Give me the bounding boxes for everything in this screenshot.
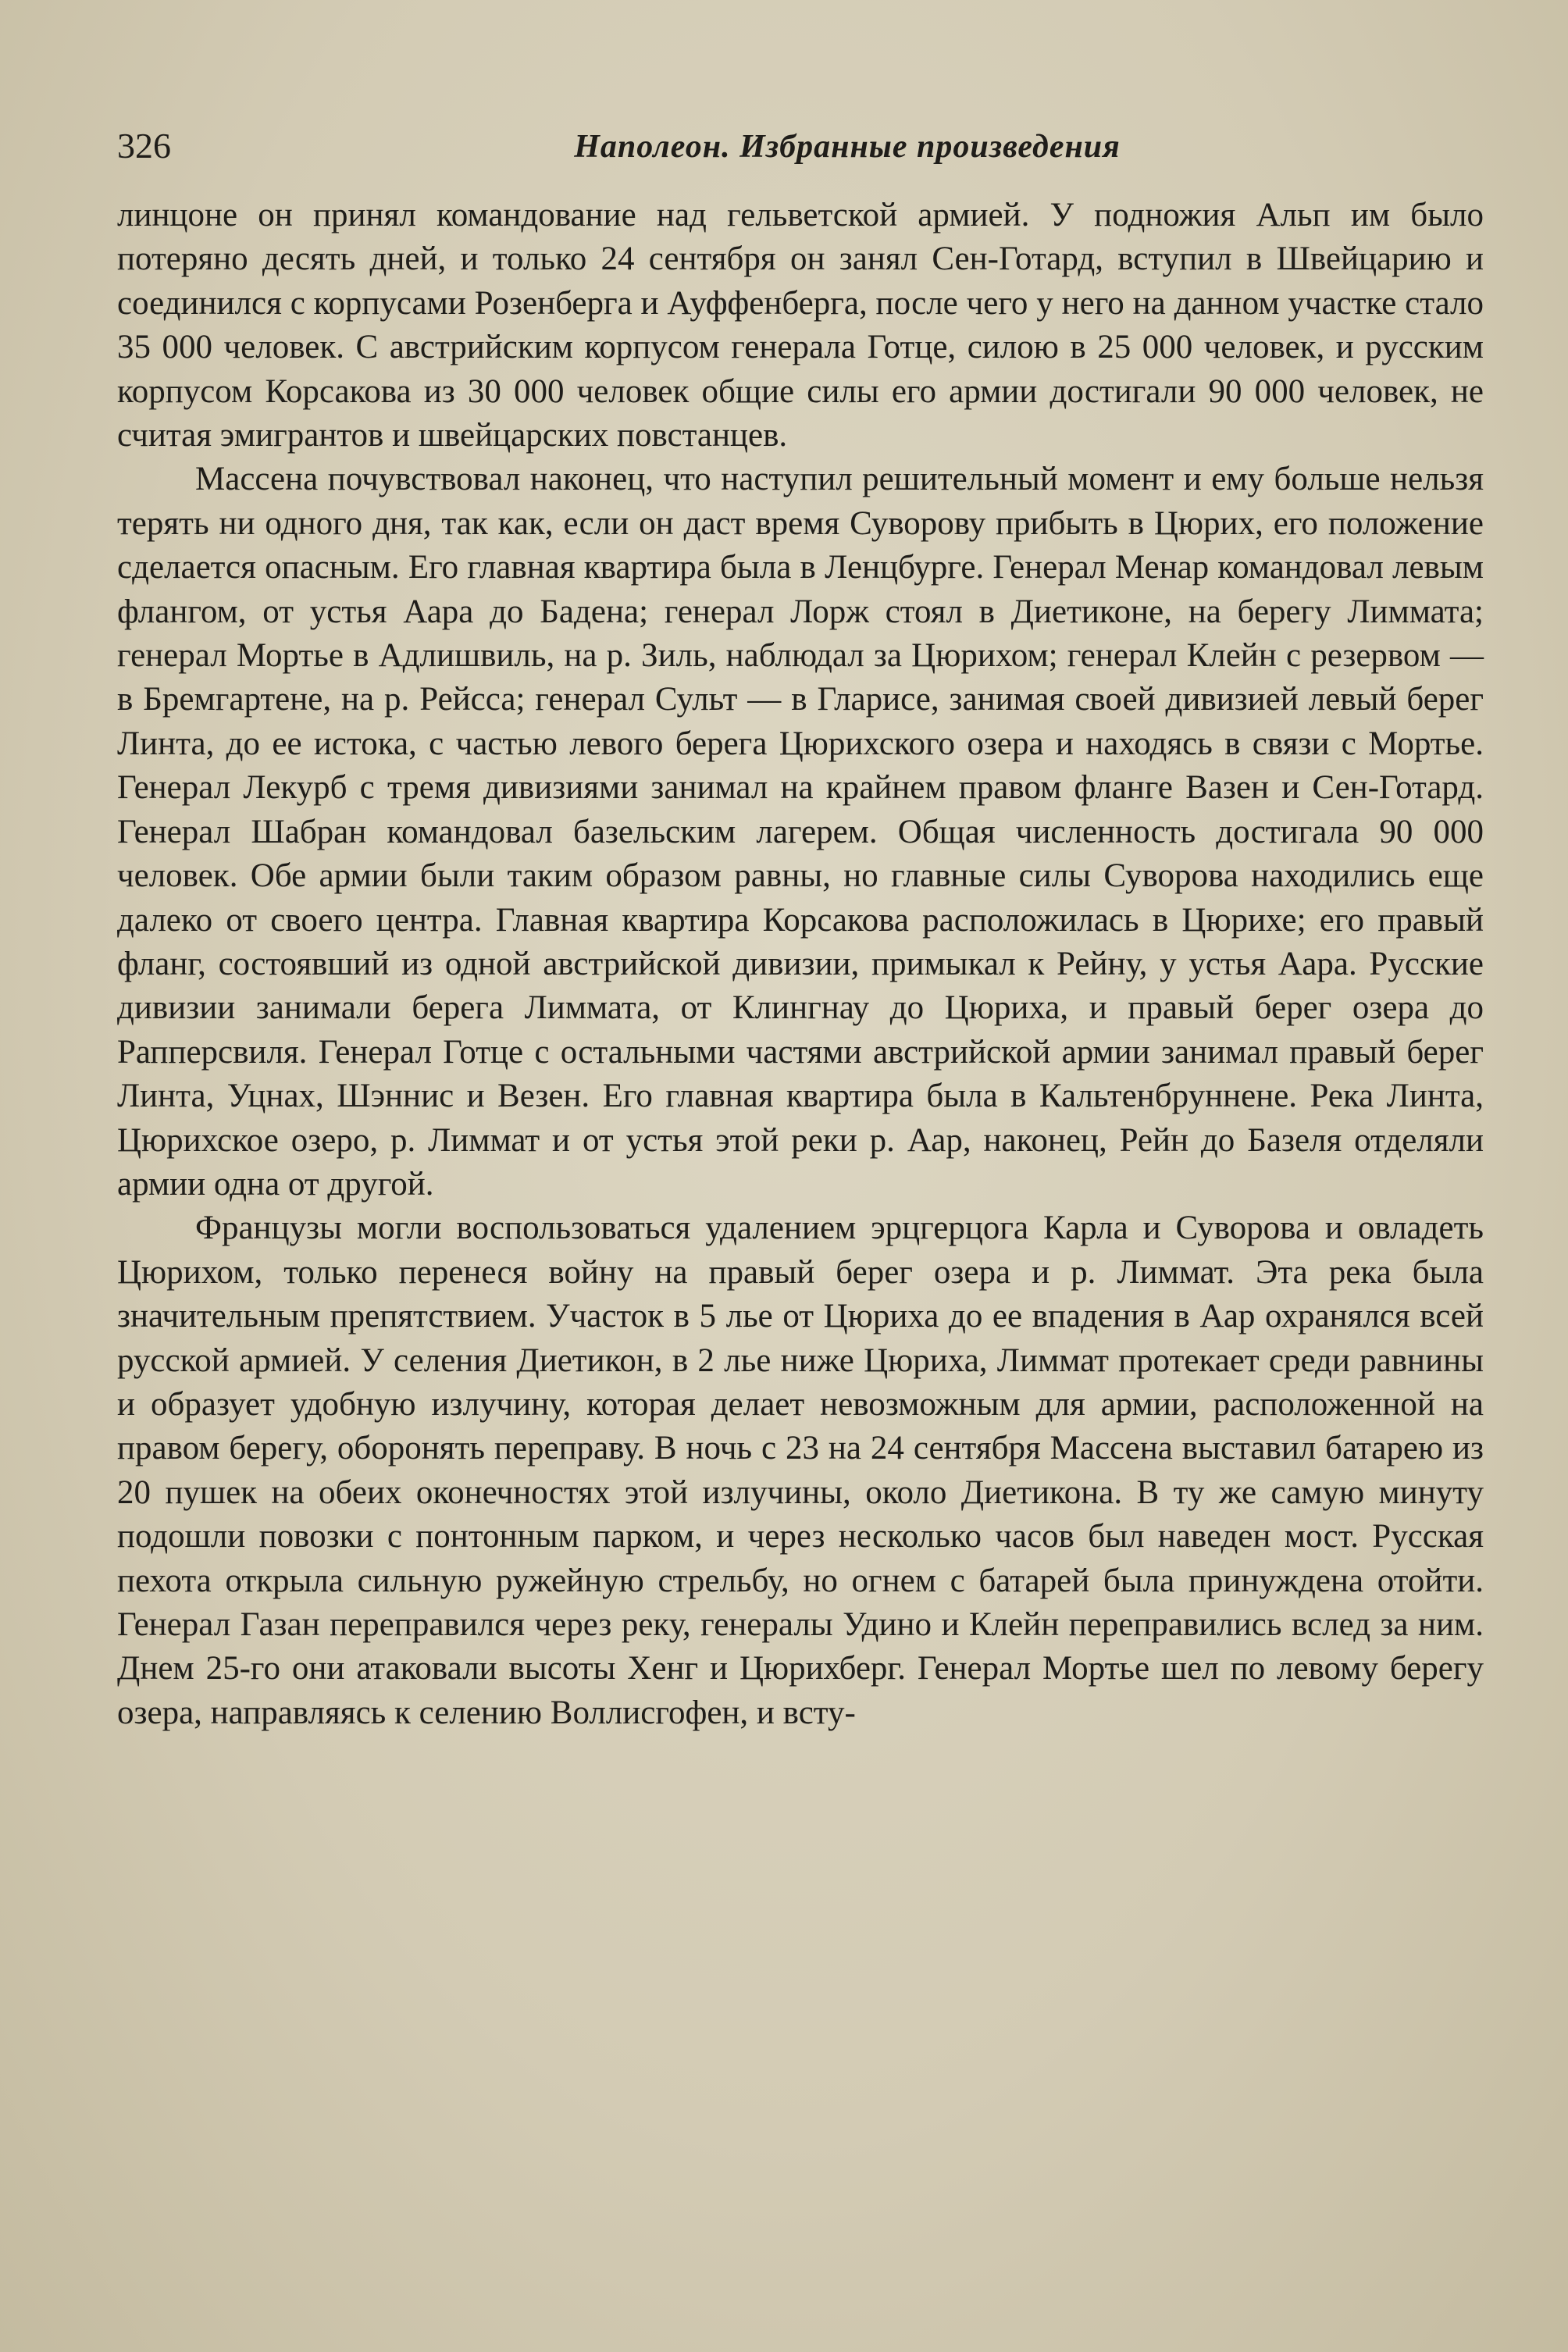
running-head	[117, 125, 1484, 180]
page-number: 326	[117, 126, 171, 166]
body-text	[117, 194, 1484, 1735]
paragraph: линцоне он принял командование над гельветской армией. У подножия Альп им было потеряно десять дней, и только 24 сентября он занял Сен-Готард, вступил в Швейцарию и соединился с корпусами Розенберга и Ауффенберга, после чего у него на данном участке стало 35 000 человек. С австрийским корпусом генерала Готце, силою в 25 000 человек, и русским корпусом Корсакова из 30 000 человек общие силы его армии достигали 90 000 человек, не считая эмигрантов и швейцарских повстанцев.	[117, 197, 1484, 454]
book-page	[117, 125, 1484, 1735]
running-title: Наполеон. Избранные произведения	[574, 129, 1121, 165]
paragraph: Массена почувствовал наконец, что наступил решительный момент и ему больше нельзя терять ни одного дня, так как, если он даст время Суворову прибыть в Цюрих, его положение сделается опасным. Его главная квартира была в Ленцбурге. Генерал Менар командовал левым флангом, от устья Аара до Бадена; генерал Лорж стоял в Диетиконе, на берегу Лиммата; генерал Мортье в Адлишвиль, на р. Зиль, наблюдал за Цюрихом; генерал Клейн с резервом — в Бремгартене, на р. Рейсса; генерал Сульт — в Гларисе, занимая своей дивизией левый берег Линта, до ее истока, с частью левого берега Цюрихского озера и находясь в связи с Мортье. Генерал Лекурб с тремя дивизиями занимал на крайнем правом фланге Вазен и Сен-Готард. Генерал Шабран командовал базельским лагерем. Общая численность достигала 90 000 человек. Обе армии были таким образом равны, но главные силы Суворова находились еще далеко от своего центра. Главная квартира Корсакова расположилась в Цюрихе; его правый фланг, состоявший из одной австрийской дивизии, примыкал к Рейну, у устья Аара. Русские дивизии занимали берега Лиммата, от Клингнау до Цюриха, и правый берег озера до Рапперсвиля. Генерал Готце с остальными частями австрийской армии занимал правый берег Линта, Уцнах, Шэннис и Везен. Его главная квартира была в Кальтенбруннене. Река Линта, Цюрихское озеро, р. Лиммат и от устья этой реки р. Аар, наконец, Рейн до Базеля отделяли армии одна от другой.	[117, 461, 1484, 1203]
paragraph: Французы могли воспользоваться удалением эрцгерцога Карла и Суворова и овладеть Цюрихом, только перенеся войну на правый берег озера и р. Лиммат. Эта река была значительным препятствием. Участок в 5 лье от Цюриха до ее впадения в Аар охранялся всей русской армией. У селения Диетикон, в 2 лье ниже Цюриха, Лиммат протекает среди равнины и образует удобную излучину, которая делает невозможным для армии, расположенной на правом берегу, оборонять переправу. В ночь с 23 на 24 сентября Массена выставил батарею из 20 пушек на обеих оконечностях этой излучины, около Диетикона. В ту же самую минуту подошли повозки с понтонным парком, и через несколько часов был наведен мост. Русская пехота открыла сильную ружейную стрельбу, но огнем с батарей была принуждена отойти. Генерал Газан переправился через реку, генералы Удино и Клейн переправились вслед за ним. Днем 25-го они атаковали высоты Хенг и Цюрихберг. Генерал Мортье шел по левому берегу озера, направляясь к селению Воллисгофен, и всту-	[117, 1210, 1484, 1731]
